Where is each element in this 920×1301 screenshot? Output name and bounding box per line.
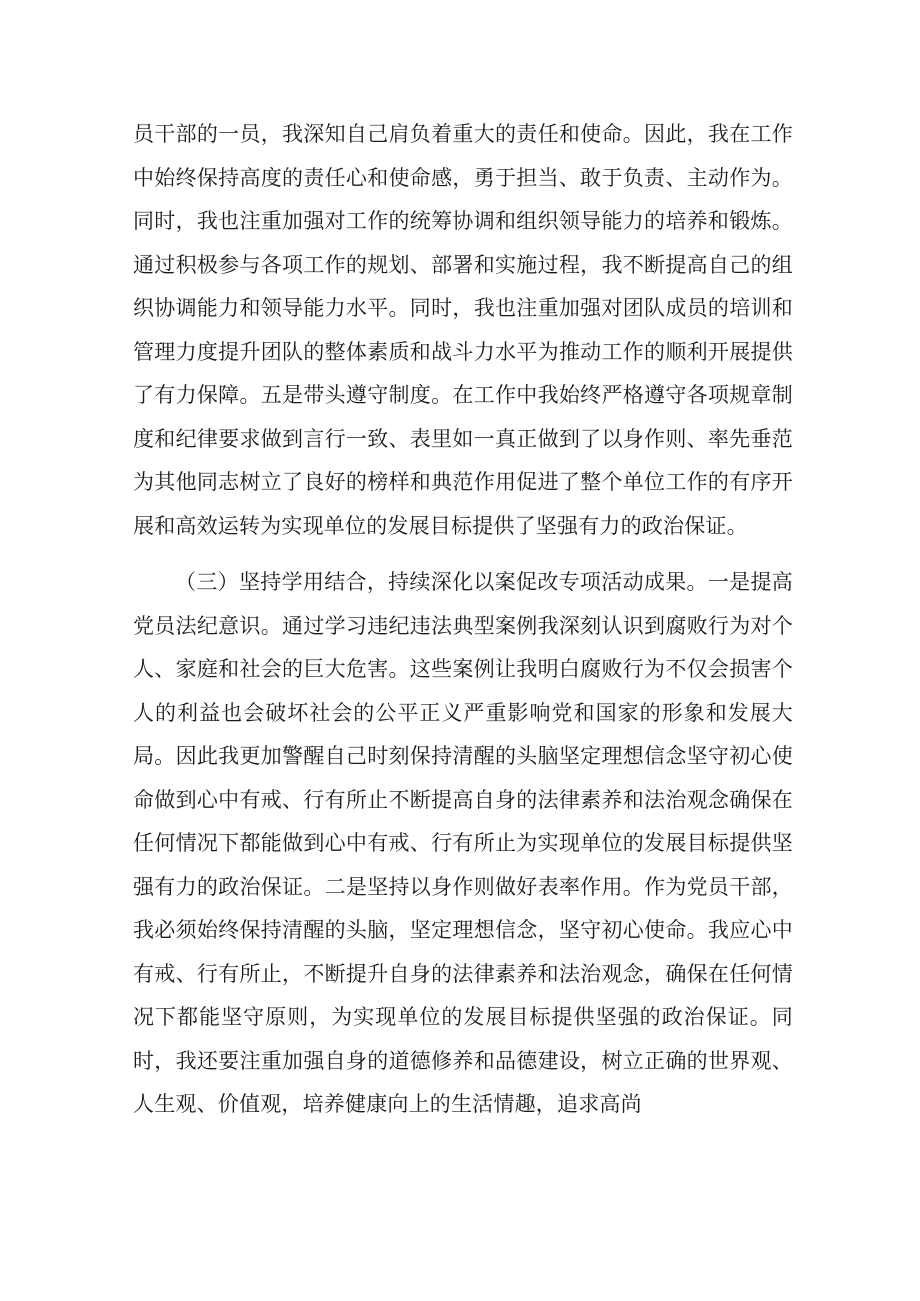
paragraph-section-three: （三）坚持学用结合，持续深化以案促改专项活动成果。一是提高党员法纪意识。通过学习违纪违法典型案例我深刻认识到腐败行为对个人、家庭和社会的巨大危害。这些案例让我明白腐败行为不仅会损害个人的利益也会破坏社会的公平正义严重影响党和国家的形象和发展大局。因此我更加警醒自己时刻保持清醒的头脑坚定理想信念坚守初心使命做到心中有戒、行有所止不断提高自身的法律素养和法治观念确保在任何情况下都能做到心中有戒、行有所止为实现单位的发展目标提供坚强有力的政治保证。二是坚持以身作则做好表率作用。作为党员干部，我必须始终保持清醒的头脑，坚定理想信念，坚守初心使命。我应心中有戒、行有所止，不断提升自身的法律素养和法治观念，确保在任何情况下都能坚守原则，为实现单位的发展目标提供坚强的政治保证。同时，我还要注重加强自身的道德修养和品德建设，树立正确的世界观、人生观、价值观，培养健康向上的生活情趣，追求高尚	[133, 570, 793, 1116]
paragraph-continuation: 员干部的一员，我深知自己肩负着重大的责任和使命。因此，我在工作中始终保持高度的责任心和使命感，勇于担当、敢于负责、主动作为。同时，我也注重加强对工作的统筹协调和组织领导能力的培养和锻炼。通过积极参与各项工作的规划、部署和实施过程，我不断提高自己的组织协调能力和领导能力水平。同时，我也注重加强对团队成员的培训和管理力度提升团队的整体素质和战斗力水平为推动工作的顺利开展提供了有力保障。五是带头遵守制度。在工作中我始终严格遵守各项规章制度和纪律要求做到言行一致、表里如一真正做到了以身作则、率先垂范为其他同志树立了良好的榜样和典范作用促进了整个单位工作的有序开展和高效运转为实现单位的发展目标提供了坚强有力的政治保证。	[133, 122, 793, 538]
document-body	[133, 113, 793, 1127]
